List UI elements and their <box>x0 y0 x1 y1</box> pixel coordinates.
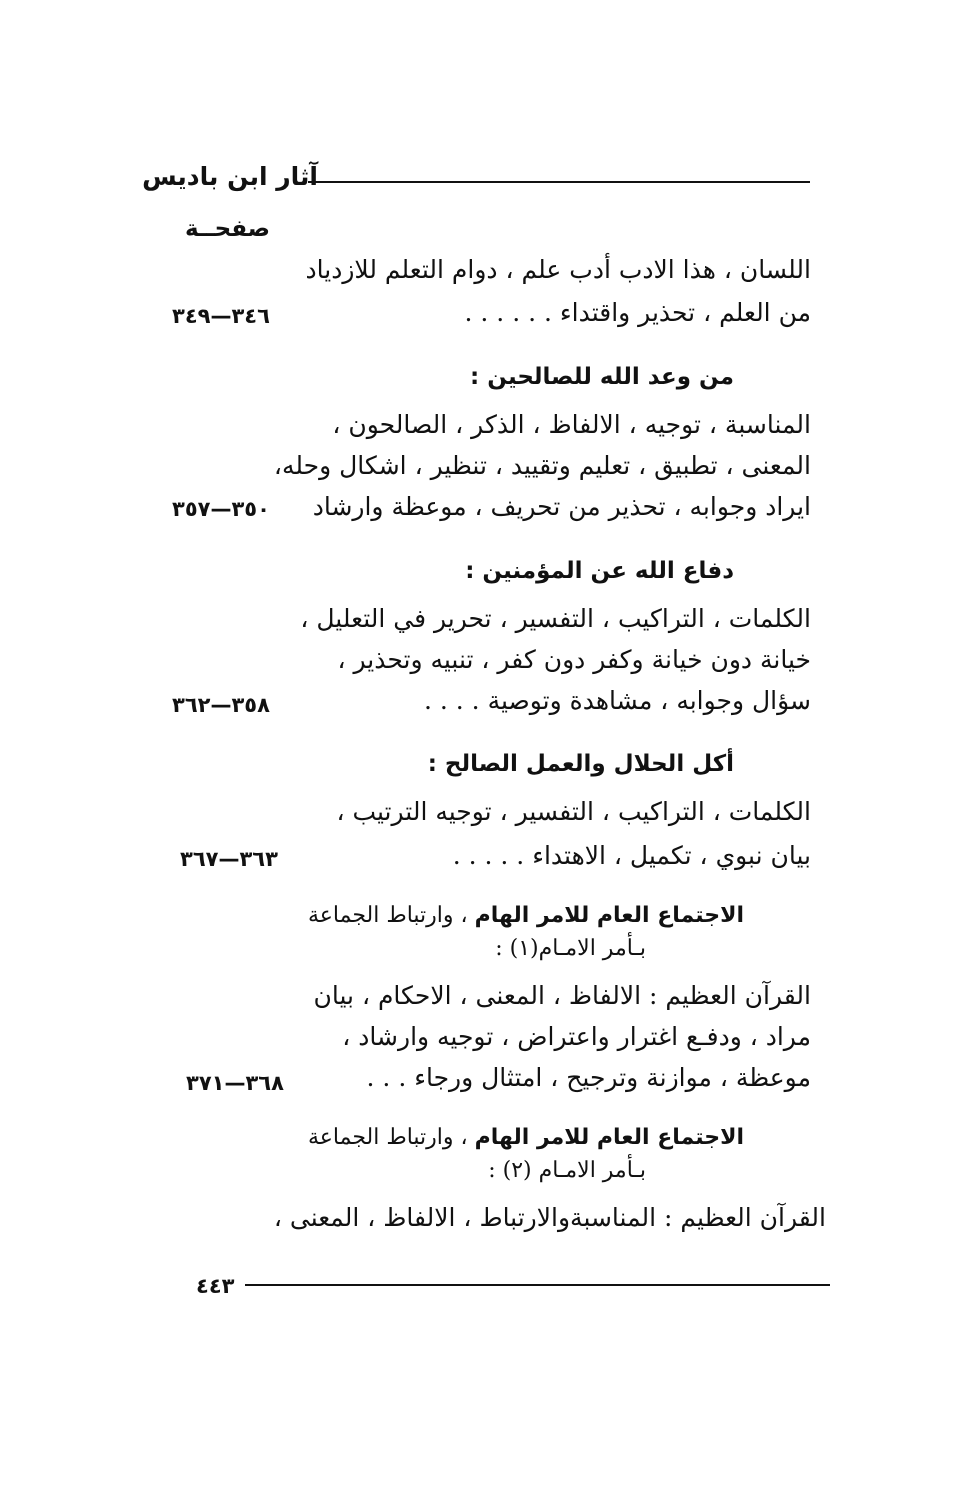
entry-line: القرآن العظيم : الالفاظ ، المعنى ، الاحكام ، بيان <box>313 981 811 1010</box>
section-heading: دفاع الله عن المؤمنين : <box>465 558 734 584</box>
entry-line: الكلمات ، التراكيب ، التفسير ، توجيه الترتيب ، <box>336 797 811 826</box>
entry-line: بيان نبوي ، تكميل ، الاهتداء . . . . . <box>452 841 811 870</box>
page-range: ٣٦٣—٣٦٧ <box>180 847 278 871</box>
header-rule <box>308 181 810 183</box>
page-column-label: صفحــة <box>184 216 270 242</box>
page-range: ٣٦٨—٣٧١ <box>186 1071 284 1095</box>
entry-line: الكلمات ، التراكيب ، التفسير ، تحرير في التعليل ، <box>300 604 811 633</box>
section-heading <box>308 1127 744 1149</box>
entry-line: اللسان ، هذا الادب أدب علم ، دوام التعلم للازدياد <box>305 255 811 284</box>
section-heading: أكل الحلال والعمل الصالح : <box>427 751 734 777</box>
entry-line: موعظة ، موازنة وترجيح ، امتثال ورجاء . . . <box>366 1063 811 1092</box>
entry-line: المناسبة ، توجيه ، الالفاظ ، الذكر ، الصالحون ، <box>332 410 811 439</box>
section-heading-bold: الاجتماع العام للامر الهام <box>474 1125 744 1150</box>
page-range: ٣٤٦—٣٤٩ <box>172 304 270 328</box>
section-heading <box>308 905 744 927</box>
section-heading-rest: ، وارتباط الجماعة <box>308 1125 468 1150</box>
entry-line: من العلم ، تحذير واقتداء . . . . . . <box>464 298 811 327</box>
page-range: ٣٥٠—٣٥٧ <box>172 497 270 521</box>
entry-line: مراد ، ودفـع اغترار واعتراض ، توجيه وارشاد ، <box>342 1022 811 1051</box>
section-heading: من وعد الله للصالحين : <box>470 364 734 390</box>
running-title: آثار ابن باديس <box>142 162 318 191</box>
section-heading-line2: بـأمر الامـام(١) : <box>495 936 646 961</box>
entry-line: سؤال وجوابه ، مشاهدة وتوصية . . . . <box>424 686 811 715</box>
entry-line: المعنى ، تطبيق ، تعليم وتقييد ، تنظير ، اشكال وحله، <box>273 451 811 480</box>
page-range: ٣٥٨—٣٦٢ <box>172 693 270 717</box>
entry-line: خيانة دون خيانة وكفر دون كفر ، تنبيه وتحذير ، <box>337 645 811 674</box>
section-heading-bold: الاجتماع العام للامر الهام <box>474 903 744 928</box>
section-heading-line2: بـأمر الامـام (٢) : <box>488 1158 646 1183</box>
entry-line: القرآن العظيم : المناسبةوالارتباط ، الالفاظ ، المعنى ، <box>273 1203 826 1232</box>
entry-line: ايراد وجوابه ، تحذير من تحريف ، موعظة وارشاد <box>312 492 811 521</box>
section-heading-rest: ، وارتباط الجماعة <box>308 903 468 928</box>
page-number: ٤٤٣ <box>196 1274 235 1298</box>
footer-rule <box>245 1284 830 1286</box>
